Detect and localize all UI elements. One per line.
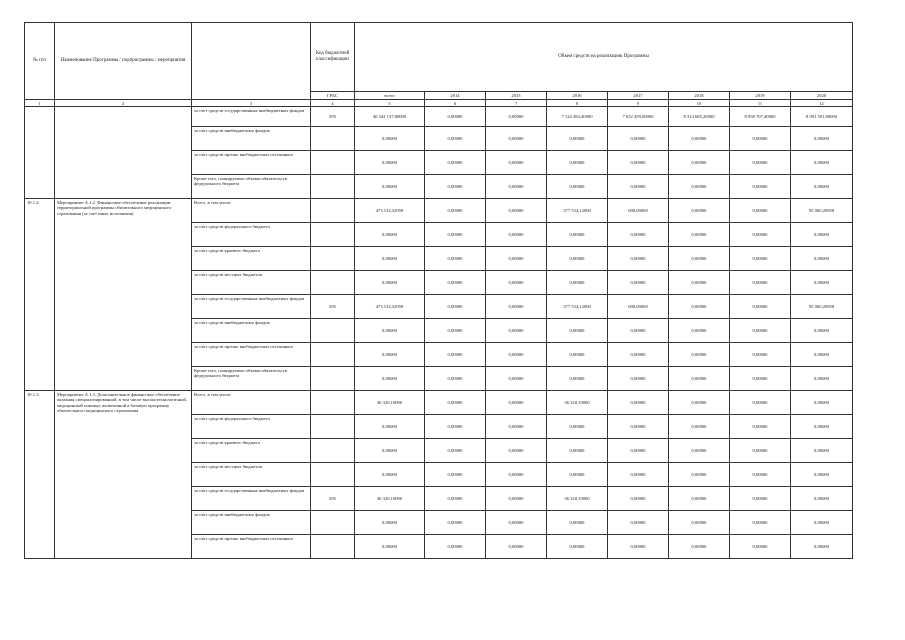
funding-source-cell: Всего, в том числе: [192, 199, 311, 223]
year-value-cell: 8 091 501,80000 [791, 107, 853, 127]
year-value-cell: 0,00000 [425, 415, 486, 439]
year-value-cell: 0,00000 [425, 175, 486, 199]
year-value-cell: 0,00000 [669, 127, 730, 151]
year-value-cell: 0,00000 [486, 487, 547, 511]
grbs-cell [311, 439, 355, 463]
column-number: 2 [55, 100, 192, 107]
year-value-cell: 0,00000 [547, 271, 608, 295]
year-value-cell: 0,00000 [669, 247, 730, 271]
year-value-cell: 0,00000 [669, 319, 730, 343]
year-value-cell: 0,00000 [425, 295, 486, 319]
year-value-cell: 36 320,10000 [547, 487, 608, 511]
year-value-cell: 0,00000 [791, 343, 853, 367]
year-value-cell: 0,00000 [486, 343, 547, 367]
year-value-cell: 0,00000 [486, 127, 547, 151]
year-value-cell: 95 000,20958 [791, 295, 853, 319]
column-number: 11 [730, 100, 791, 107]
program-funding-table [24, 22, 853, 559]
year-value-cell: 0,00000 [608, 367, 669, 391]
year-value-cell: 0,00000 [669, 439, 730, 463]
funding-source-cell: за счет средств краевого бюджета [192, 247, 311, 271]
year-value-cell: 0,00000 [730, 391, 791, 415]
year-value-cell: 0,00000 [547, 415, 608, 439]
header-year: 2020 [791, 92, 853, 100]
year-value-cell: 0,00000 [486, 367, 547, 391]
year-value-cell: 0,00000 [608, 463, 669, 487]
header-grbs: ГРБС [311, 92, 355, 100]
column-number: 6 [425, 100, 486, 107]
year-value-cell: 0,00000 [547, 223, 608, 247]
total-value-cell: 0,00000 [355, 439, 425, 463]
grbs-cell [311, 127, 355, 151]
year-value-cell: 95 000,20958 [791, 199, 853, 223]
year-value-cell: 0,00000 [547, 343, 608, 367]
item-name-cell: Мероприятие А.1.2. Финансовое обеспечение реализации территориальной программы обязательного медицинского страхования (за счет иных источников) [55, 199, 192, 391]
column-number: 8 [547, 100, 608, 107]
year-value-cell: 36 320,10000 [547, 391, 608, 415]
year-value-cell: 0,00000 [791, 511, 853, 535]
column-number: 7 [486, 100, 547, 107]
year-value-cell: 0,00000 [730, 367, 791, 391]
year-value-cell: 0,00000 [425, 271, 486, 295]
header-year: 2016 [547, 92, 608, 100]
year-value-cell: 0,00000 [425, 463, 486, 487]
total-value-cell: 0,00000 [355, 511, 425, 535]
header-num: № п/п [25, 23, 55, 100]
year-value-cell: 0,00000 [791, 319, 853, 343]
year-value-cell: 0,00000 [730, 343, 791, 367]
funding-source-cell: Кроме того, планируемые объемы обязательств федерального бюджета [192, 175, 311, 199]
year-value-cell: 0,00000 [547, 151, 608, 175]
item-name-cell: Мероприятие А.1.3. Дополнительное финансовое обеспечение оказания специализированной, в том числе высокотехнологичной, медицинской помощи, включенной в базовую программу обязательного медицинского страхования [55, 391, 192, 559]
total-value-cell: 0,00000 [355, 367, 425, 391]
year-value-cell: 8 314 685,20000 [669, 107, 730, 127]
year-value-cell: 0,00000 [425, 199, 486, 223]
header-source-blank [192, 23, 311, 100]
grbs-cell: 395 [311, 295, 355, 319]
year-value-cell: 0,00000 [486, 439, 547, 463]
year-value-cell: 0,00000 [608, 271, 669, 295]
funding-source-cell: за счет средств прочих внебюджетных источников [192, 535, 311, 559]
total-value-cell: 473 134,32958 [355, 199, 425, 223]
column-number: 10 [669, 100, 730, 107]
year-value-cell: 0,00000 [425, 439, 486, 463]
year-value-cell: 0,00000 [486, 175, 547, 199]
item-name-cell [55, 107, 192, 199]
column-number: 3 [192, 100, 311, 107]
year-value-cell: 0,00000 [730, 511, 791, 535]
funding-source-cell: Всего, в том числе: [192, 391, 311, 415]
year-value-cell: 0,00000 [669, 367, 730, 391]
year-value-cell: 0,00000 [791, 391, 853, 415]
year-value-cell: 0,00000 [547, 247, 608, 271]
year-value-cell: 0,00000 [425, 487, 486, 511]
item-code-cell: 10.1.2. [25, 199, 55, 391]
year-value-cell: 0,00000 [547, 511, 608, 535]
funding-source-cell: за счет средств прочих внебюджетных источников [192, 343, 311, 367]
year-value-cell: 0,00000 [486, 247, 547, 271]
year-value-cell: 0,00000 [791, 415, 853, 439]
total-value-cell: 0,00000 [355, 271, 425, 295]
year-value-cell: 0,00000 [669, 535, 730, 559]
year-value-cell: 0,00000 [669, 295, 730, 319]
year-value-cell: 0,00000 [791, 535, 853, 559]
total-value-cell: 0,00000 [355, 463, 425, 487]
year-value-cell: 0,00000 [425, 343, 486, 367]
year-value-cell: 0,00000 [486, 107, 547, 127]
year-value-cell: 0,00000 [791, 175, 853, 199]
year-value-cell: 0,00000 [791, 151, 853, 175]
year-value-cell: 0,00000 [791, 247, 853, 271]
year-value-cell: 0,00000 [791, 487, 853, 511]
year-value-cell: 0,00000 [486, 535, 547, 559]
year-value-cell: 0,00000 [547, 367, 608, 391]
year-value-cell: 0,00000 [730, 175, 791, 199]
year-value-cell: 600,00000 [608, 295, 669, 319]
year-value-cell: 7 652 459,00000 [608, 107, 669, 127]
year-value-cell: 0,00000 [425, 247, 486, 271]
column-number: 12 [791, 100, 853, 107]
funding-source-cell: Кроме того, планируемые объемы обязательств федерального бюджета [192, 367, 311, 391]
year-value-cell: 0,00000 [425, 107, 486, 127]
grbs-cell [311, 511, 355, 535]
year-value-cell: 600,00000 [608, 199, 669, 223]
year-value-cell: 0,00000 [791, 439, 853, 463]
header-year: 2017 [608, 92, 669, 100]
year-value-cell: 0,00000 [425, 391, 486, 415]
header-total: всего [355, 92, 425, 100]
year-value-cell: 0,00000 [669, 415, 730, 439]
header-year: 2014 [425, 92, 486, 100]
year-value-cell: 0,00000 [669, 223, 730, 247]
year-value-cell: 0,00000 [730, 463, 791, 487]
year-value-cell: 0,00000 [608, 487, 669, 511]
year-value-cell: 0,00000 [791, 127, 853, 151]
total-value-cell: 473 134,32958 [355, 295, 425, 319]
funding-source-cell: за счет средств федерального бюджета [192, 415, 311, 439]
column-number: 5 [355, 100, 425, 107]
year-value-cell: 0,00000 [608, 391, 669, 415]
budget-table-sheet [24, 22, 852, 559]
year-value-cell: 0,00000 [669, 343, 730, 367]
grbs-cell [311, 199, 355, 223]
header-code: Код бюджетной классификации [311, 23, 355, 92]
header-year: 2015 [486, 92, 547, 100]
year-value-cell: 0,00000 [547, 463, 608, 487]
year-value-cell: 0,00000 [486, 151, 547, 175]
total-value-cell: 36 320,10000 [355, 487, 425, 511]
grbs-cell [311, 535, 355, 559]
year-value-cell: 0,00000 [730, 415, 791, 439]
table-body [25, 107, 853, 559]
year-value-cell: 0,00000 [730, 295, 791, 319]
funding-source-cell: за счет средств местных бюджетов [192, 271, 311, 295]
grbs-cell [311, 415, 355, 439]
header-year: 2018 [669, 92, 730, 100]
year-value-cell: 0,00000 [791, 223, 853, 247]
year-value-cell: 0,00000 [608, 175, 669, 199]
column-number: 1 [25, 100, 55, 107]
year-value-cell: 0,00000 [425, 319, 486, 343]
grbs-cell [311, 223, 355, 247]
column-number: 4 [311, 100, 355, 107]
year-value-cell: 0,00000 [486, 415, 547, 439]
year-value-cell: 0,00000 [730, 439, 791, 463]
table-row [25, 107, 853, 127]
header-volume: Объем средств на реализацию Программы [355, 23, 853, 92]
year-value-cell: 0,00000 [486, 295, 547, 319]
grbs-cell: 395 [311, 487, 355, 511]
funding-source-cell: за счет средств краевого бюджета [192, 439, 311, 463]
funding-source-cell: за счет средств государственных внебюджетных фондов [192, 487, 311, 511]
year-value-cell: 0,00000 [791, 271, 853, 295]
funding-source-cell: за счет средств местных бюджетов [192, 463, 311, 487]
total-value-cell: 0,00000 [355, 535, 425, 559]
table-row [25, 391, 853, 415]
year-value-cell: 0,00000 [608, 151, 669, 175]
table-row [25, 199, 853, 223]
year-value-cell: 377 534,12000 [547, 199, 608, 223]
year-value-cell: 0,00000 [669, 199, 730, 223]
total-value-cell: 0,00000 [355, 127, 425, 151]
year-value-cell: 7 124 384,40000 [547, 107, 608, 127]
year-value-cell: 0,00000 [425, 223, 486, 247]
year-value-cell: 0,00000 [486, 463, 547, 487]
year-value-cell: 0,00000 [608, 343, 669, 367]
year-value-cell: 0,00000 [791, 463, 853, 487]
grbs-cell [311, 247, 355, 271]
year-value-cell: 0,00000 [730, 151, 791, 175]
year-value-cell: 0,00000 [730, 535, 791, 559]
year-value-cell: 8 958 707,40000 [730, 107, 791, 127]
year-value-cell: 0,00000 [669, 463, 730, 487]
funding-source-cell: за счет средств внебюджетных фондов [192, 319, 311, 343]
grbs-cell [311, 343, 355, 367]
total-value-cell: 0,00000 [355, 343, 425, 367]
year-value-cell: 0,00000 [669, 391, 730, 415]
year-value-cell: 0,00000 [547, 439, 608, 463]
grbs-cell [311, 391, 355, 415]
year-value-cell: 0,00000 [669, 271, 730, 295]
grbs-cell [311, 151, 355, 175]
grbs-cell [311, 367, 355, 391]
year-value-cell: 0,00000 [486, 511, 547, 535]
funding-source-cell: за счет средств государственных внебюджетных фондов [192, 295, 311, 319]
header-year: 2019 [730, 92, 791, 100]
grbs-cell [311, 271, 355, 295]
year-value-cell: 0,00000 [608, 247, 669, 271]
year-value-cell: 0,00000 [425, 127, 486, 151]
grbs-cell [311, 175, 355, 199]
year-value-cell: 0,00000 [547, 319, 608, 343]
grbs-cell [311, 319, 355, 343]
year-value-cell: 0,00000 [608, 223, 669, 247]
total-value-cell: 0,00000 [355, 175, 425, 199]
year-value-cell: 0,00000 [669, 511, 730, 535]
year-value-cell: 0,00000 [669, 175, 730, 199]
year-value-cell: 0,00000 [547, 175, 608, 199]
year-value-cell: 0,00000 [730, 487, 791, 511]
year-value-cell: 0,00000 [730, 127, 791, 151]
total-value-cell: 40 342 137,80000 [355, 107, 425, 127]
year-value-cell: 0,00000 [547, 535, 608, 559]
year-value-cell: 0,00000 [486, 319, 547, 343]
total-value-cell: 0,00000 [355, 319, 425, 343]
year-value-cell: 0,00000 [608, 511, 669, 535]
total-value-cell: 36 320,10000 [355, 391, 425, 415]
year-value-cell: 0,00000 [791, 367, 853, 391]
year-value-cell: 0,00000 [669, 151, 730, 175]
year-value-cell: 0,00000 [730, 199, 791, 223]
total-value-cell: 0,00000 [355, 247, 425, 271]
year-value-cell: 0,00000 [608, 127, 669, 151]
year-value-cell: 0,00000 [730, 247, 791, 271]
year-value-cell: 0,00000 [486, 271, 547, 295]
total-value-cell: 0,00000 [355, 223, 425, 247]
year-value-cell: 0,00000 [608, 535, 669, 559]
year-value-cell: 0,00000 [486, 391, 547, 415]
total-value-cell: 0,00000 [355, 415, 425, 439]
funding-source-cell: за счет средств федерального бюджета [192, 223, 311, 247]
funding-source-cell: за счет средств государственных внебюджетных фондов [192, 107, 311, 127]
item-code-cell: 10.1.3. [25, 391, 55, 559]
grbs-cell: 395 [311, 107, 355, 127]
year-value-cell: 0,00000 [425, 535, 486, 559]
year-value-cell: 0,00000 [730, 319, 791, 343]
year-value-cell: 0,00000 [608, 415, 669, 439]
year-value-cell: 0,00000 [425, 151, 486, 175]
year-value-cell: 0,00000 [730, 223, 791, 247]
year-value-cell: 0,00000 [608, 319, 669, 343]
year-value-cell: 0,00000 [425, 367, 486, 391]
funding-source-cell: за счет средств внебюджетных фондов [192, 511, 311, 535]
column-number: 9 [608, 100, 669, 107]
year-value-cell: 0,00000 [486, 199, 547, 223]
year-value-cell: 0,00000 [486, 223, 547, 247]
header-name: Наименование Программы / подпрограммы / мероприятия [55, 23, 192, 100]
year-value-cell: 0,00000 [547, 127, 608, 151]
grbs-cell [311, 463, 355, 487]
year-value-cell: 0,00000 [608, 439, 669, 463]
funding-source-cell: за счет средств прочих внебюджетных источников [192, 151, 311, 175]
total-value-cell: 0,00000 [355, 151, 425, 175]
year-value-cell: 377 534,12000 [547, 295, 608, 319]
year-value-cell: 0,00000 [669, 487, 730, 511]
year-value-cell: 0,00000 [425, 511, 486, 535]
item-code-cell [25, 107, 55, 199]
funding-source-cell: за счет средств внебюджетных фондов [192, 127, 311, 151]
year-value-cell: 0,00000 [730, 271, 791, 295]
